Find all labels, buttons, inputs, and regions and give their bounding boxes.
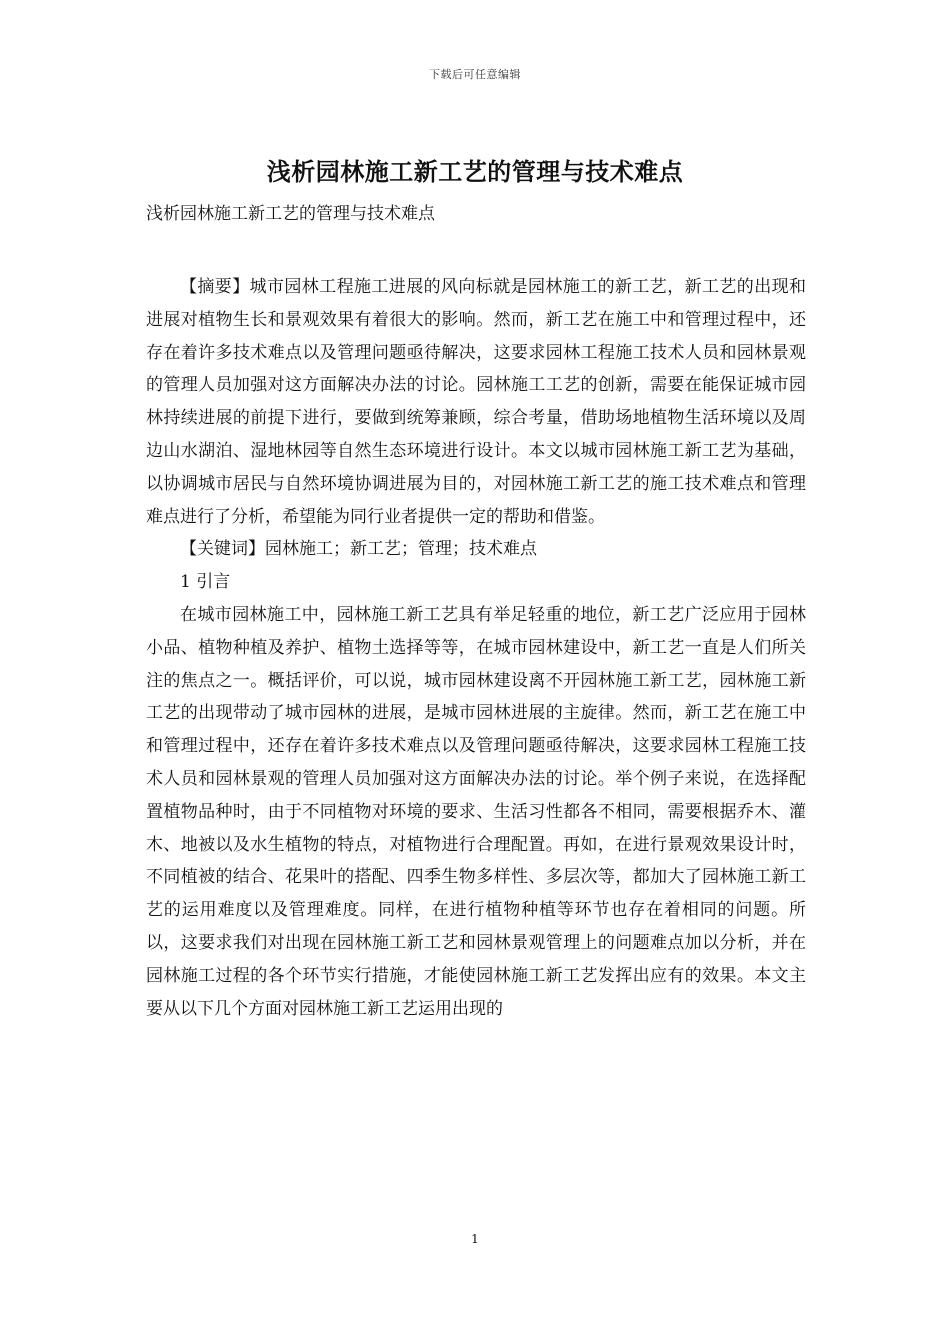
header-note: 下载后可任意编辑 [429,68,521,81]
introduction-paragraph: 在城市园林施工中，园林施工新工艺具有举足轻重的地位，新工艺广泛应用于园林小品、植物种植及养护、植物土选择等等，在城市园林建设中，新工艺一直是人们所关注的焦点之一。概括评价，可以说，城市园林建设离不开园林施工新工艺，园林施工新工艺的出现带动了城市园林的进展，是城市园林进展的主旋律。然而，新工艺在施工中和管理过程中，还存在着许多技术难点以及管理问题亟待解决，这要求园林工程施工技术人员和园林景观的管理人员加强对这方面解决办法的讨论。举个例子来说，在选择配置植物品种时，由于不同植物对环境的要求、生活习性都各不相同，需要根据乔木、灌木、地被以及水生植物的特点，对植物进行合理配置。再如，在进行景观效果设计时，不同植被的结合、花果叶的搭配、四季生物多样性、多层次等，都加大了园林施工新工艺的运用难度以及管理难度。同样，在进行植物种植等环节也存在着相同的问题。所以，这要求我们对出现在园林施工新工艺和园林景观管理上的问题难点加以分析，并在园林施工过程的各个环节实行措施，才能使园林施工新工艺发挥出应有的效果。本文主要从以下几个方面对园林施工新工艺运用出现的 [146,604,806,1019]
section-heading-introduction: 1 引言 [180,572,231,593]
document-body [146,271,806,1025]
document-title: 浅析园林施工新工艺的管理与技术难点 [266,157,684,186]
page-number: 1 [471,1232,479,1246]
abstract-paragraph: 【摘要】城市园林工程施工进展的风向标就是园林施工的新工艺，新工艺的出现和进展对植物生长和景观效果有着很大的影响。然而，新工艺在施工中和管理过程中，还存在着许多技术难点以及管理问题亟待解决，这要求园林工程施工技术人员和园林景观的管理人员加强对这方面解决办法的讨论。园林施工工艺的创新，需要在能保证城市园林持续进展的前提下进行，要做到统筹兼顾，综合考量，借助场地植物生活环境以及周边山水湖泊、湿地林园等自然生态环境进行设计。本文以城市园林施工新工艺为基础，以协调城市居民与自然环境协调进展为目的，对园林施工新工艺的施工技术难点和管理难点进行了分析，希望能为同行业者提供一定的帮助和借鉴。 [146,277,806,527]
keywords-paragraph: 【关键词】园林施工；新工艺；管理；技术难点 [180,539,537,560]
document-subtitle: 浅析园林施工新工艺的管理与技术难点 [146,204,435,224]
